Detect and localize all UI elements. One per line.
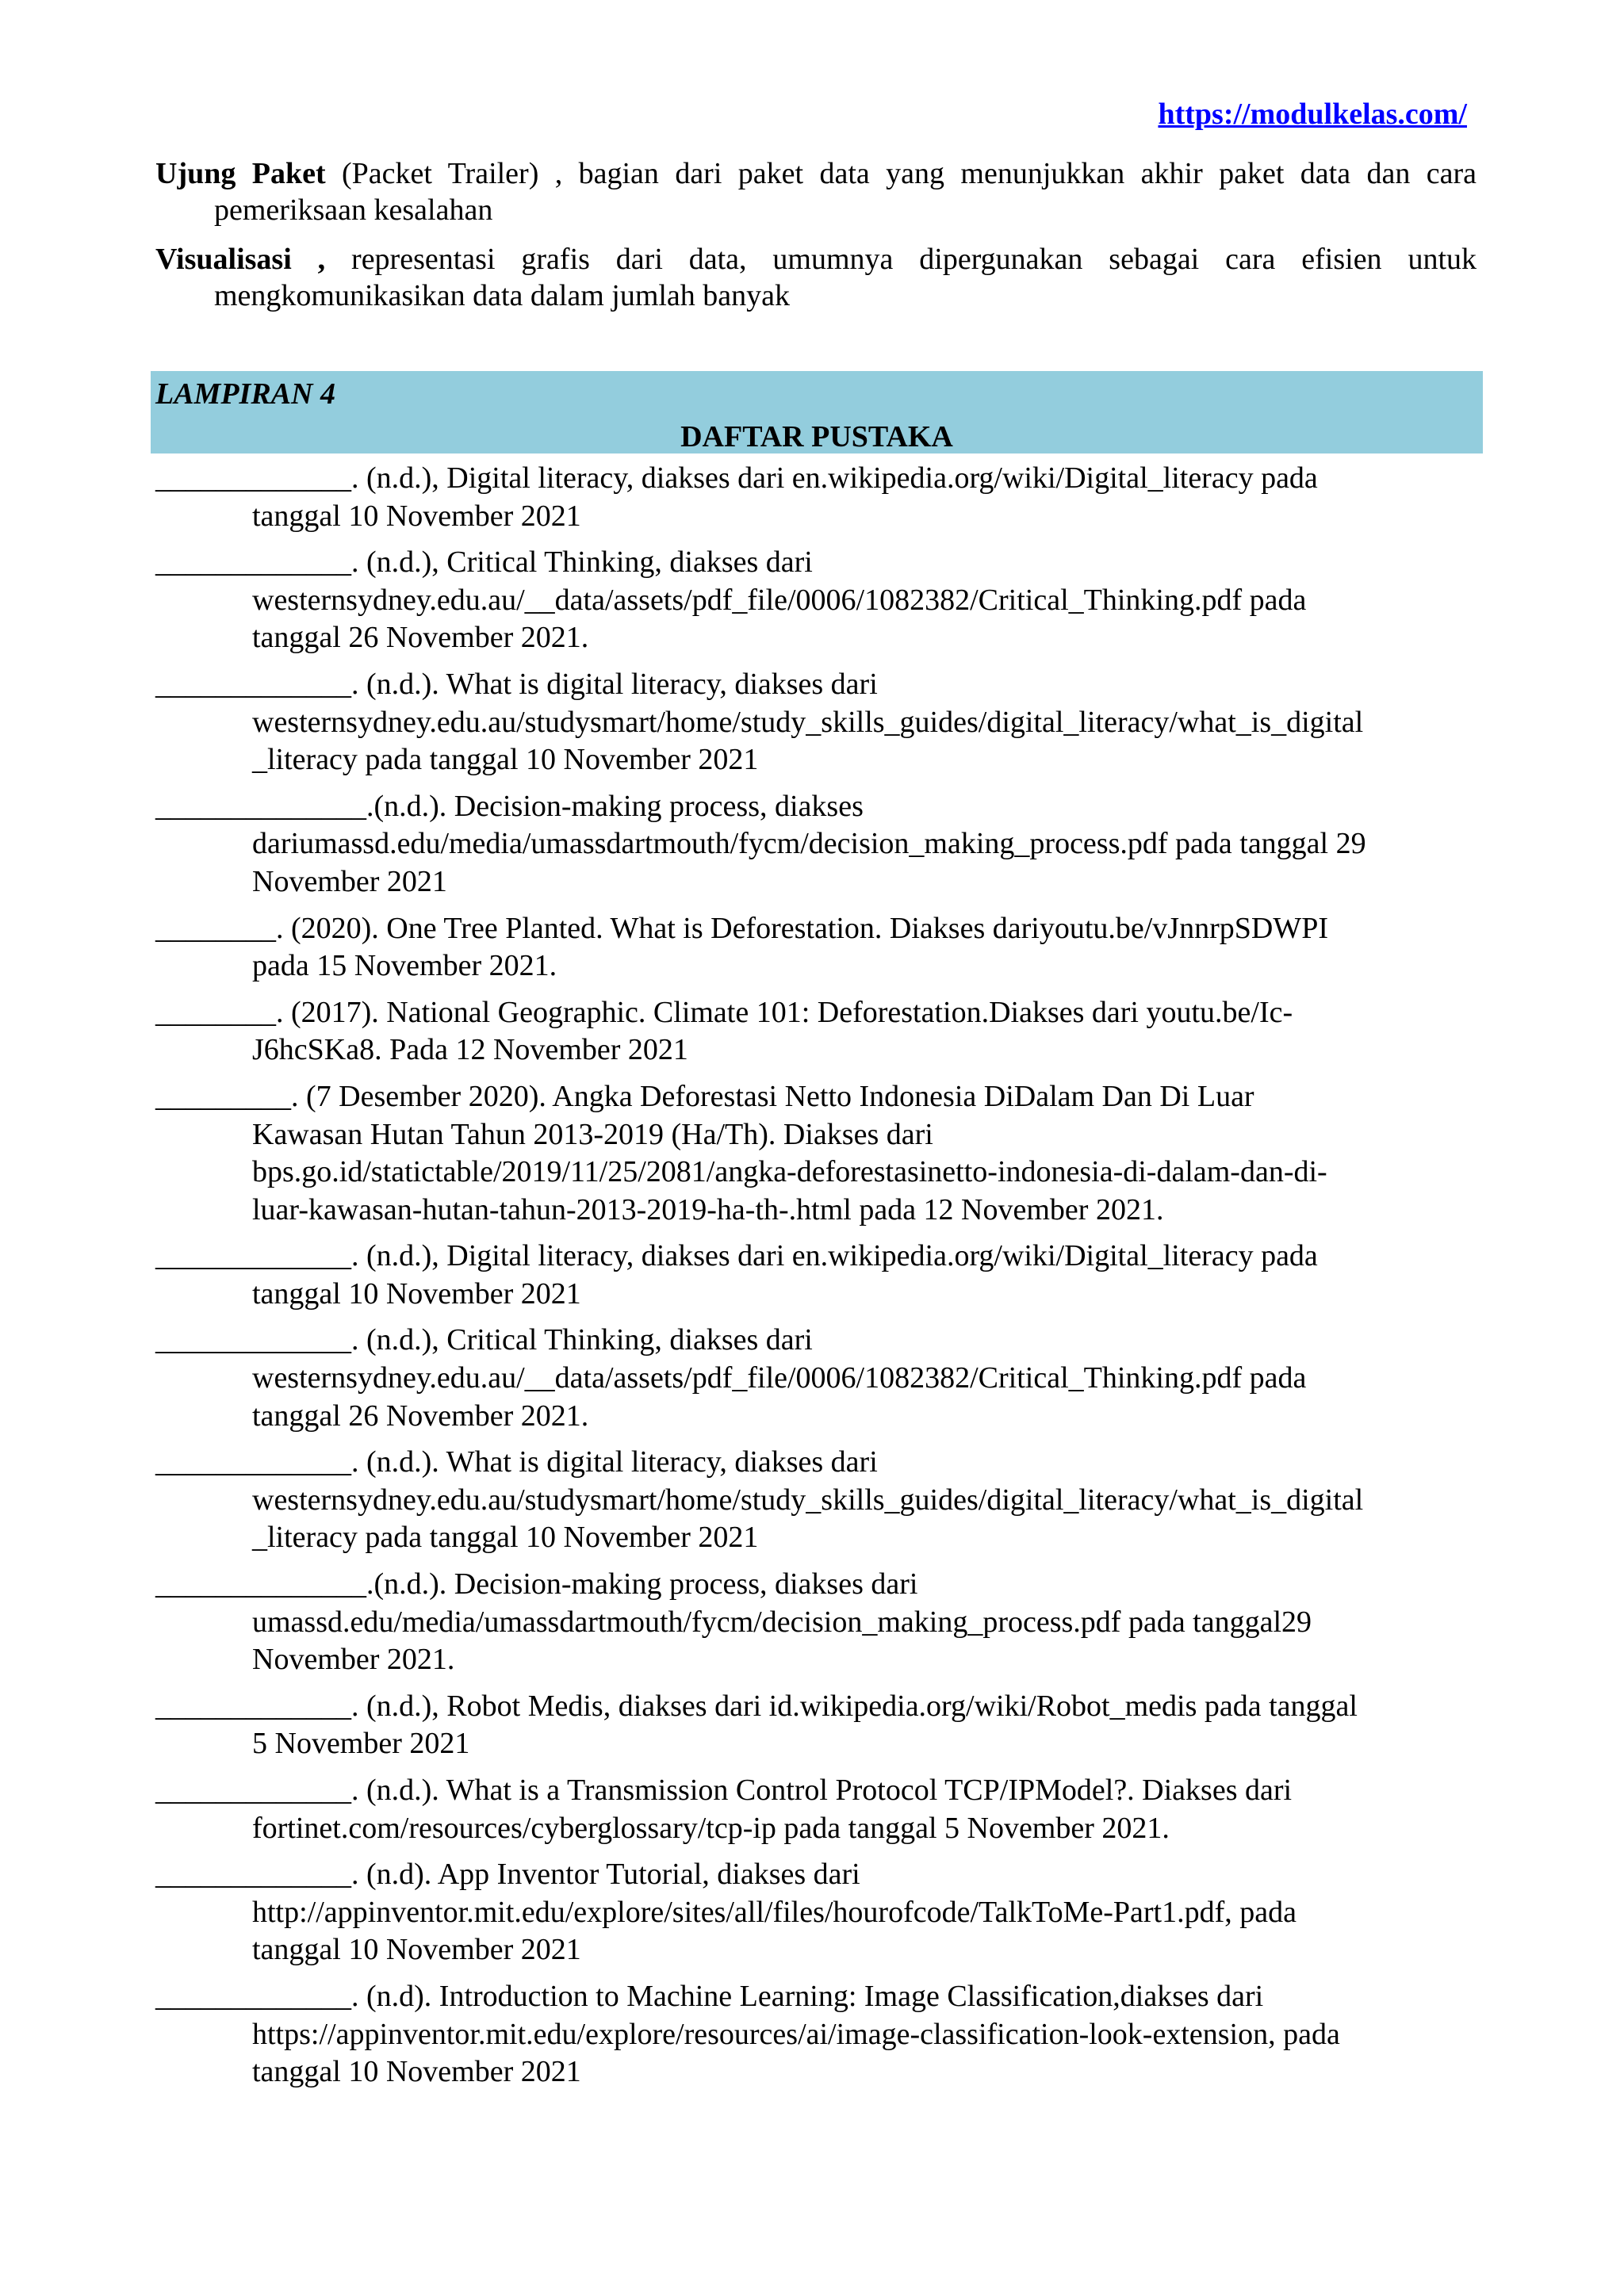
reference-first-line: ______________.(n.d.). Decision-making process, diakses dari — [155, 1567, 918, 1601]
reference-entry — [155, 1688, 1488, 1763]
reference-entry — [155, 666, 1488, 779]
glossary-entry-visualisasi — [155, 241, 1477, 314]
glossary-term: Ujung Paket — [155, 157, 326, 190]
reference-entry — [155, 1238, 1488, 1313]
reference-entry — [155, 788, 1488, 901]
reference-continuation-line: umassd.edu/media/umassdartmouth/fycm/decision_making_process.pdf pada tanggal29 — [252, 1605, 1312, 1639]
reference-first-line: _____________. (n.d.), Critical Thinking, diakses dari — [155, 545, 813, 580]
reference-continuation-line: tanggal 26 November 2021. — [252, 621, 589, 655]
reference-continuation-line: fortinet.com/resources/cyberglossary/tcp-ip pada tanggal 5 November 2021. — [252, 1811, 1170, 1845]
reference-continuation-line: _literacy pada tanggal 10 November 2021 — [252, 1521, 759, 1555]
section-title: DAFTAR PUSTAKA — [680, 420, 953, 453]
reference-continuation-line: http://appinventor.mit.edu/explore/sites/all/files/hourofcode/TalkToMe-Part1.pdf, pada — [252, 1895, 1297, 1929]
reference-first-line: _____________. (n.d.), Digital literacy, diakses dari en.wikipedia.org/wiki/Digital_literacy pada — [155, 1239, 1318, 1273]
reference-entry — [155, 1566, 1488, 1679]
reference-entry — [155, 1322, 1488, 1435]
reference-entry — [155, 1856, 1488, 1969]
glossary-term: Visualisasi , — [155, 243, 326, 276]
header-url-link[interactable]: https://modulkelas.com/ — [1158, 98, 1467, 131]
reference-continuation-line: pada 15 November 2021. — [252, 949, 557, 983]
reference-first-line: _____________. (n.d.). What is a Transmission Control Protocol TCP/IPModel?. Diakses dari — [155, 1774, 1293, 1807]
glossary-line — [155, 241, 1477, 277]
reference-entry — [155, 460, 1488, 535]
reference-continuation-line: tanggal 26 November 2021. — [252, 1399, 589, 1433]
reference-list — [155, 460, 1488, 2100]
reference-first-line: ________. (2020). One Tree Planted. What is Deforestation. Diakses dariyoutu.be/vJnnrpSDWPI — [155, 911, 1328, 945]
reference-entry — [155, 1772, 1488, 1847]
reference-continuation-line: tanggal 10 November 2021 — [252, 499, 581, 533]
glossary-line — [155, 155, 1477, 192]
reference-first-line: _________. (7 Desember 2020). Angka Deforestasi Netto Indonesia DiDalam Dan Di Luar — [155, 1079, 1254, 1113]
reference-entry — [155, 910, 1488, 985]
reference-first-line: _____________. (n.d). Introduction to Machine Learning: Image Classification,diakses dari — [155, 1979, 1264, 2013]
reference-continuation-line: _literacy pada tanggal 10 November 2021 — [252, 743, 759, 777]
reference-first-line: _____________. (n.d.), Digital literacy, diakses dari en.wikipedia.org/wiki/Digital_literacy pada — [155, 461, 1318, 495]
reference-continuation-line: bps.go.id/statictable/2019/11/25/2081/angka-deforestasinetto-indonesia-di-dalam-dan-di- — [252, 1155, 1327, 1189]
reference-continuation-line: westernsydney.edu.au/studysmart/home/study_skills_guides/digital_literacy/what_is_digital — [252, 705, 1364, 739]
reference-first-line: _____________. (n.d). App Inventor Tutorial, diakses dari — [155, 1858, 860, 1892]
reference-first-line: ________. (2017). National Geographic. Climate 101: Deforestation.Diakses dari youtu.be/Ic- — [155, 995, 1293, 1029]
reference-continuation-line: westernsydney.edu.au/__data/assets/pdf_file/0006/1082382/Critical_Thinking.pdf pada — [252, 583, 1307, 617]
reference-continuation-line: westernsydney.edu.au/__data/assets/pdf_file/0006/1082382/Critical_Thinking.pdf pada — [252, 1361, 1307, 1395]
reference-continuation-line: luar-kawasan-hutan-tahun-2013-2019-ha-th-.html pada 12 November 2021. — [252, 1192, 1164, 1226]
glossary-continuation: pemeriksaan kesalahan — [214, 193, 493, 227]
reference-continuation-line: J6hcSKa8. Pada 12 November 2021 — [252, 1033, 688, 1067]
reference-continuation-line: dariumassd.edu/media/umassdartmouth/fycm/decision_making_process.pdf pada tanggal 29 — [252, 827, 1366, 861]
reference-entry — [155, 1078, 1488, 1229]
reference-continuation-line: tanggal 10 November 2021 — [252, 2055, 581, 2089]
reference-first-line: _____________. (n.d.). What is digital literacy, diakses dari — [155, 1445, 878, 1479]
reference-continuation-line: westernsydney.edu.au/studysmart/home/study_skills_guides/digital_literacy/what_is_digital — [252, 1483, 1364, 1517]
section-label: LAMPIRAN 4 — [155, 377, 335, 411]
reference-continuation-line: November 2021. — [252, 1643, 455, 1677]
reference-continuation-line: November 2021 — [252, 864, 447, 898]
glossary-continuation: mengkomunikasikan data dalam jumlah banyak — [214, 279, 791, 312]
reference-continuation-line: Kawasan Hutan Tahun 2013-2019 (Ha/Th). Diakses dari — [252, 1117, 933, 1151]
reference-entry — [155, 544, 1488, 657]
reference-continuation-line: tanggal 10 November 2021 — [252, 1276, 581, 1311]
reference-continuation-line: tanggal 10 November 2021 — [252, 1933, 581, 1967]
reference-continuation-line: https://appinventor.mit.edu/explore/resources/ai/image-classification-look-extension, pada — [252, 2017, 1340, 2051]
glossary-definition: representasi grafis dari data, umumnya dipergunakan sebagai cara efisien untuk — [325, 243, 1477, 276]
reference-first-line: ______________.(n.d.). Decision-making process, diakses — [155, 789, 864, 823]
glossary-entry-ujung-paket — [155, 155, 1477, 228]
reference-first-line: _____________. (n.d.). What is digital literacy, diakses dari — [155, 667, 878, 701]
reference-entry — [155, 1444, 1488, 1557]
reference-first-line: _____________. (n.d.), Critical Thinking, diakses dari — [155, 1323, 813, 1357]
reference-entry — [155, 994, 1488, 1070]
reference-continuation-line: 5 November 2021 — [252, 1727, 470, 1761]
reference-first-line: _____________. (n.d.), Robot Medis, diakses dari id.wikipedia.org/wiki/Robot_medis pada tanggal — [155, 1689, 1358, 1723]
reference-entry — [155, 1978, 1488, 2091]
glossary-definition: (Packet Trailer) , bagian dari paket data yang menunjukkan akhir paket data dan cara — [325, 157, 1477, 190]
